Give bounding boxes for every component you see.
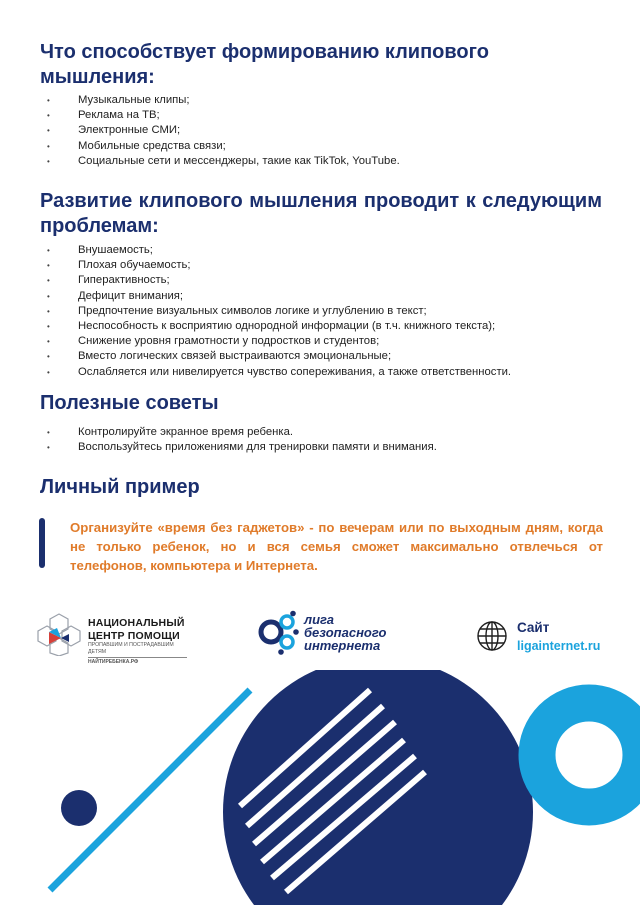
site-url[interactable]: ligainternet.ru xyxy=(517,639,601,653)
liga-name-3: интернета xyxy=(304,638,381,653)
list-item: • Ослабляется или нивелируется чувство сопереживания, а также ответственности. xyxy=(40,365,600,380)
small-navy-dot xyxy=(61,790,97,826)
site-link[interactable] xyxy=(474,618,614,658)
section-title-problems: Развитие клипового мышления проводит к следующим проблемам: xyxy=(40,190,602,237)
section-title-clip-causes: Что способствует формированию клипового мышления: xyxy=(40,41,489,88)
decorative-graphics xyxy=(0,670,640,905)
list-item: • Дефицит внимания; xyxy=(40,289,600,304)
clip-causes-list xyxy=(40,93,600,169)
list-item: • Снижение уровня грамотности у подростков и студентов; xyxy=(40,334,600,349)
quote-accent-bar xyxy=(39,518,45,568)
liga-name-2: безопасного xyxy=(304,625,387,640)
liga-circles-icon xyxy=(257,610,301,656)
national-center-domain: НАЙТИРЕБЕНКА.РФ xyxy=(88,659,139,665)
list-item: • Музыкальные клипы; xyxy=(40,93,600,108)
list-item: • Реклама на ТВ; xyxy=(40,108,600,123)
section-title-personal-example: Личный пример xyxy=(40,476,200,498)
cyan-diagonal-line xyxy=(50,690,250,890)
list-item: • Социальные сети и мессенджеры, такие как TikTok, YouTube. xyxy=(40,154,600,169)
list-item: • Гиперактивность; xyxy=(40,273,600,288)
personal-example-quote: Организуйте «время без гаджетов» - по вечерам или по выходным дням, когда не только ребенок, но и вся семья сможет максимально отвлечься от телефонов, компьютера и Интернета. xyxy=(70,520,603,573)
list-item: • Внушаемость; xyxy=(40,243,600,258)
list-item: • Плохая обучаемость; xyxy=(40,258,600,273)
list-item: • Вместо логических связей выстраиваются эмоциональные; xyxy=(40,349,600,364)
list-item: • Неспособность к восприятию однородной информации (в т.ч. книжного текста); xyxy=(40,319,600,334)
list-item: • Электронные СМИ; xyxy=(40,123,600,138)
national-center-name-2: ЦЕНТР ПОМОЩИ xyxy=(88,629,180,642)
section-title-tips: Полезные советы xyxy=(40,392,219,414)
national-center-subtitle: ПРОПАВШИМ И ПОСТРАДАВШИМ ДЕТЯМ xyxy=(88,642,187,658)
national-center-emblem-icon xyxy=(37,612,81,656)
list-item: • Предпочтение визуальных символов логике и углублению в текст; xyxy=(40,304,600,319)
liga-name-1: лига xyxy=(304,612,335,627)
problems-list xyxy=(40,243,600,380)
site-label: Сайт xyxy=(517,620,550,635)
list-item: • Воспользуйтесь приложениями для тренировки памяти и внимания. xyxy=(40,440,600,455)
liga-logo[interactable] xyxy=(257,610,397,660)
list-item: • Контролируйте экранное время ребенка. xyxy=(40,425,600,440)
globe-icon xyxy=(476,620,508,652)
tips-list xyxy=(40,425,600,455)
national-center-name-1: НАЦИОНАЛЬНЫЙ xyxy=(88,617,185,629)
national-center-logo[interactable] xyxy=(37,612,187,665)
list-item: • Мобильные средства связи; xyxy=(40,139,600,154)
cyan-ring xyxy=(537,703,640,807)
